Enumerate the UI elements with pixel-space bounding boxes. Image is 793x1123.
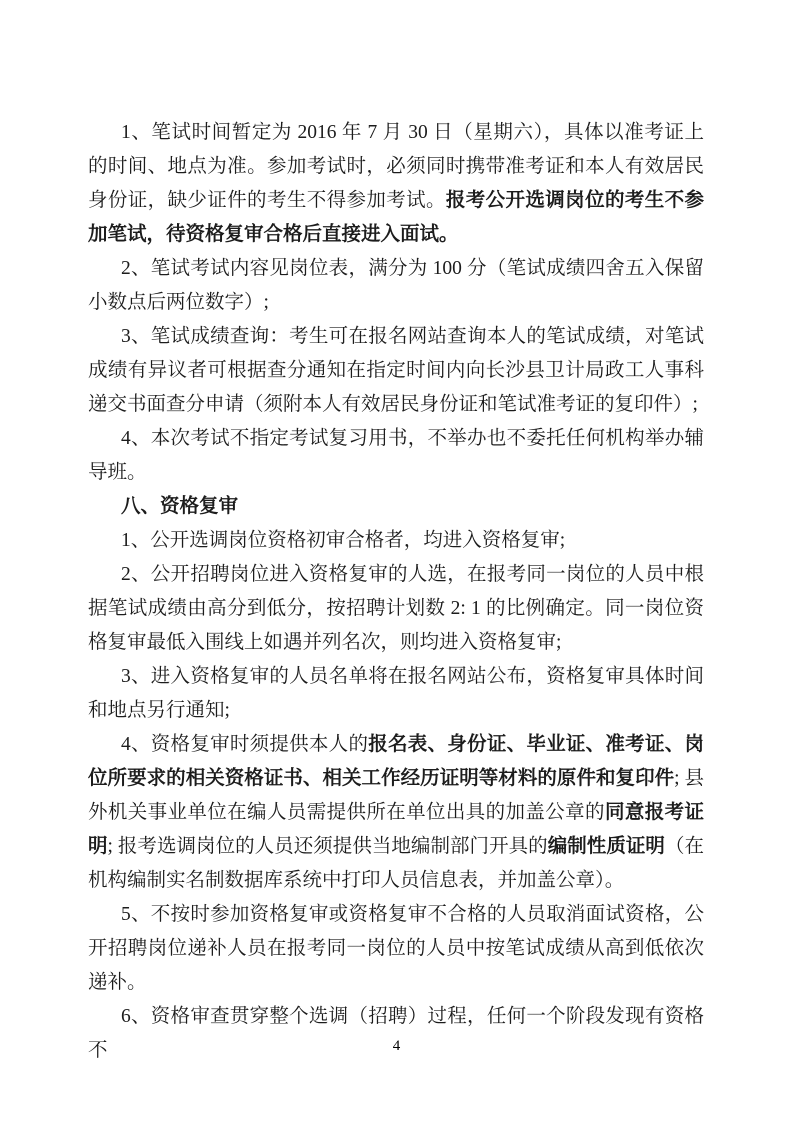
body-text: 2、公开招聘岗位进入资格复审的人选，在报考同一岗位的人员中根据笔试成绩由高分到低分，按招聘计划数 2: 1 的比例确定。同一岗位资格复审最低入围线上如遇并列名次，则均进入资格复审; <box>88 564 704 653</box>
written-exam-item-1 <box>88 116 704 252</box>
review-item-6 <box>88 1000 704 1068</box>
bold-emphasis-text: 编制性质证明 <box>547 836 665 857</box>
written-exam-item-2 <box>88 252 704 320</box>
review-item-4 <box>88 728 704 898</box>
bold-emphasis-text: 报名表、身份证、毕业证、准考证、岗位所要求的相关资格证书、相关工作经历证明等材料的原件和复印件 <box>88 734 704 789</box>
bold-emphasis-text: 同意报考证明 <box>88 802 704 857</box>
body-text: 2、笔试考试内容见岗位表，满分为 100 分（笔试成绩四舍五入保留小数点后两位数字）; <box>88 258 704 313</box>
body-text: 3、进入资格复审的人员名单将在报名网站公布，资格复审具体时间和地点另行通知; <box>88 666 704 721</box>
body-text: 1、公开选调岗位资格初审合格者，均进入资格复审; <box>121 530 566 551</box>
page-footer <box>0 1036 793 1056</box>
body-text: （在机构编制实名制数据库系统中打印人员信息表，并加盖公章）。 <box>88 836 704 891</box>
body-text: ; 县外机关事业单位在编人员需提供所在单位出具的加盖公章的 <box>88 768 704 823</box>
section-heading-qualification-review <box>88 490 704 524</box>
bold-emphasis-text: 报考公开选调岗位的考生不参加笔试，待资格复审合格后直接进入面试。 <box>88 190 704 245</box>
bold-emphasis-text: 八、资格复审 <box>121 496 239 517</box>
review-item-5 <box>88 898 704 1000</box>
body-text: 4、资格复审时须提供本人的 <box>121 734 369 755</box>
written-exam-item-4 <box>88 422 704 490</box>
body-text: ; 报考选调岗位的人员还须提供当地编制部门开具的 <box>107 836 548 857</box>
review-item-3 <box>88 660 704 728</box>
page-number: 4 <box>392 1038 401 1054</box>
document-body <box>88 116 704 1068</box>
body-text: 6、资格审查贯穿整个选调（招聘）过程，任何一个阶段发现有资格不 <box>88 1006 704 1061</box>
review-item-2 <box>88 558 704 660</box>
body-text: 4、本次考试不指定考试复习用书，不举办也不委托任何机构举办辅导班。 <box>88 428 704 483</box>
written-exam-item-3 <box>88 320 704 422</box>
body-text: 3、笔试成绩查询：考生可在报名网站查询本人的笔试成绩，对笔试成绩有异议者可根据查分通知在指定时间内向长沙县卫计局政工人事科递交书面查分申请（须附本人有效居民身份证和笔试准考证的复印件）; <box>88 326 704 415</box>
review-item-1 <box>88 524 704 558</box>
body-text: 5、不按时参加资格复审或资格复审不合格的人员取消面试资格，公开招聘岗位递补人员在报考同一岗位的人员中按笔试成绩从高到低依次递补。 <box>88 904 704 993</box>
body-text: 1、笔试时间暂定为 2016 年 7 月 30 日（星期六），具体以准考证上的时间、地点为准。参加考试时，必须同时携带准考证和本人有效居民身份证，缺少证件的考生不得参加考试。 <box>88 122 704 211</box>
